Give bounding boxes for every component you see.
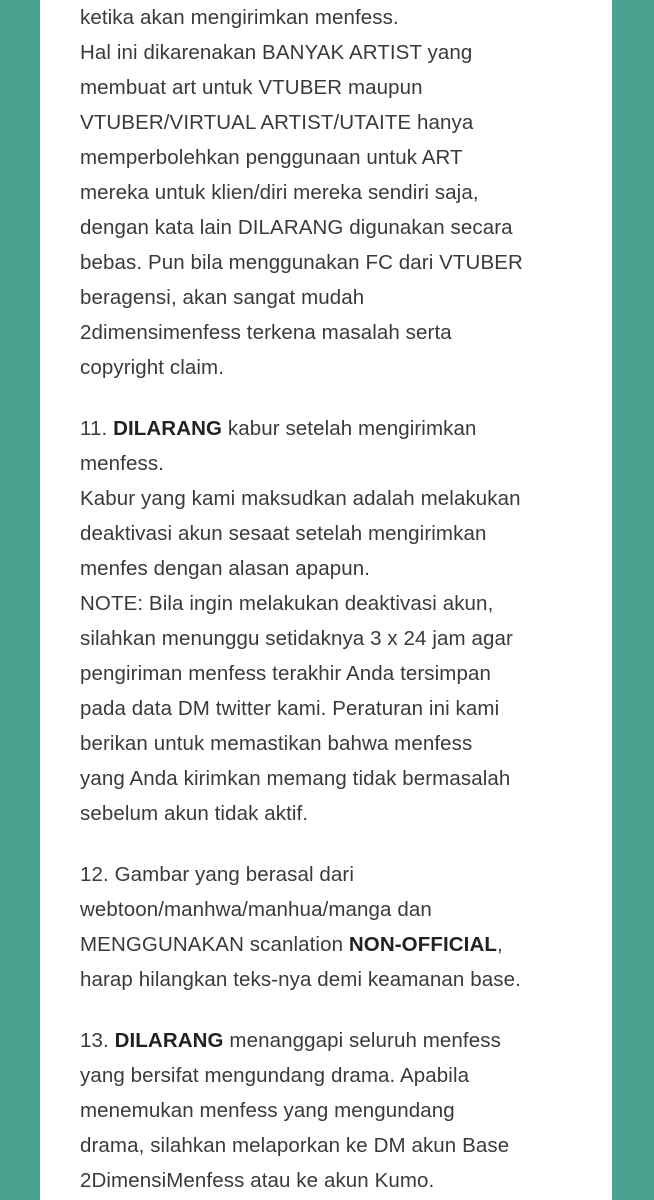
text-line: bebas. Pun bila menggunakan FC dari VTUBER: [80, 251, 523, 274]
rule-text: kabur setelah mengirimkan: [222, 417, 477, 440]
prohibition-emphasis: DILARANG: [114, 1029, 224, 1052]
text-line: Kabur yang kami maksudkan adalah melakukan: [80, 487, 521, 510]
text-line: beragensi, akan sangat mudah: [80, 286, 365, 309]
rule-number: 11.: [80, 417, 114, 440]
text-line: berikan untuk memastikan bahwa menfess: [80, 732, 473, 755]
text-line: Hal ini dikarenakan BANYAK ARTIST yang: [80, 41, 473, 64]
text-line: 12. Gambar yang berasal dari: [80, 863, 355, 886]
rule-text: menanggapi seluruh menfess: [223, 1029, 501, 1052]
text-line: menemukan menfess yang mengundang: [80, 1099, 455, 1122]
text-line: 2DimensiMenfess atau ke akun Kumo.: [80, 1169, 435, 1192]
rule-11-heading-line: [80, 411, 636, 446]
rule-text: MENGGUNAKAN scanlation: [80, 933, 349, 956]
text-line: deaktivasi akun sesaat setelah mengirimkan: [80, 522, 487, 545]
paragraph-gap: [80, 831, 636, 857]
text-line: menfess.: [80, 452, 164, 475]
text-line: drama, silahkan melaporkan ke DM akun Base: [80, 1134, 510, 1157]
text-line: sebelum akun tidak aktif.: [80, 802, 309, 825]
rules-document: [80, 0, 636, 1198]
text-line: VTUBER/VIRTUAL ARTIST/UTAITE hanya: [80, 111, 474, 134]
section-intro: [80, 0, 636, 385]
text-line: membuat art untuk VTUBER maupun: [80, 76, 423, 99]
text-line: pengiriman menfess terakhir Anda tersimpan: [80, 662, 491, 685]
text-line: yang bersifat mengundang drama. Apabila: [80, 1064, 470, 1087]
rule-13-heading-line: [80, 1023, 636, 1058]
text-line: silahkan menunggu setidaknya 3 x 24 jam agar: [80, 627, 513, 650]
paragraph-gap: [80, 997, 636, 1023]
text-line: webtoon/manhwa/manhua/manga dan: [80, 898, 432, 921]
non-official-emphasis: NON-OFFICIAL: [348, 933, 497, 956]
rule-number: 13.: [80, 1029, 115, 1052]
text-line: harap hilangkan teks-nya demi keamanan base.: [80, 968, 521, 991]
text-line: memperbolehkan penggunaan untuk ART: [80, 146, 463, 169]
text-line: pada data DM twitter kami. Peraturan ini kami: [80, 697, 500, 720]
prohibition-emphasis: DILARANG: [113, 417, 223, 440]
text-line: dengan kata lain DILARANG digunakan secara: [80, 216, 513, 239]
text-line: 2dimensimenfess terkena masalah serta: [80, 321, 452, 344]
text-line: yang Anda kirimkan memang tidak bermasalah: [80, 767, 511, 790]
rule-11: [80, 411, 636, 831]
text-line: menfes dengan alasan apapun.: [80, 557, 371, 580]
paragraph-gap: [80, 385, 636, 411]
rule-12-emphasis-line: [80, 927, 636, 962]
text-line: ketika akan mengirimkan menfess.: [80, 6, 399, 29]
rule-12: [80, 857, 636, 997]
text-line: NOTE: Bila ingin melakukan deaktivasi akun,: [80, 592, 494, 615]
rule-13: [80, 1023, 636, 1198]
text-line: mereka untuk klien/diri mereka sendiri saja,: [80, 181, 479, 204]
text-line: copyright claim.: [80, 356, 225, 379]
rule-text: ,: [496, 933, 503, 956]
